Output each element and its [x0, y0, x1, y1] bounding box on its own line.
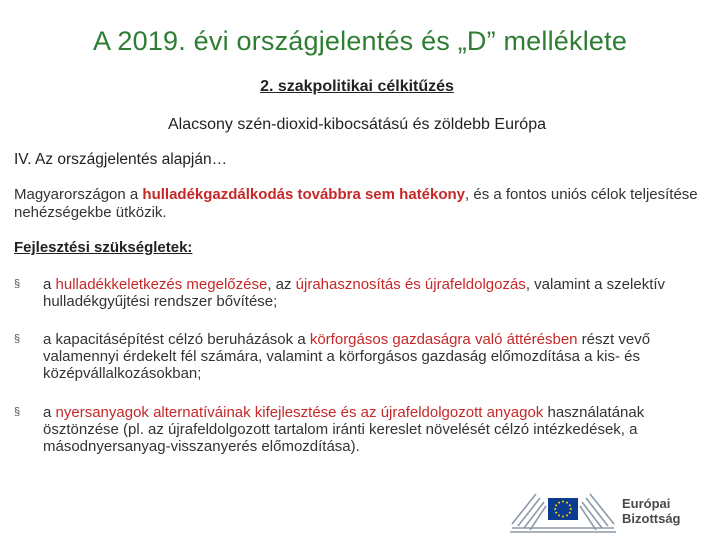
- bullet-text-segment: , az: [267, 276, 296, 293]
- list-item: [14, 404, 704, 455]
- bullet-text: [43, 404, 704, 455]
- bullet-marker: §: [14, 406, 21, 418]
- bullet-highlight: hulladékkeletkezés megelőzése: [55, 276, 268, 293]
- bullet-highlight: újrahasznosítás és újrafeldolgozás: [295, 276, 526, 293]
- bullet-highlight: nyersanyagok alternatíváinak kifejlesztése és az újrafeldolgozott anyagok: [55, 404, 544, 421]
- development-needs-heading: Fejlesztési szükségletek:: [14, 239, 193, 256]
- bullet-text: [43, 331, 704, 382]
- bullet-marker: §: [14, 278, 21, 290]
- commission-name-line1: Európai: [622, 496, 671, 511]
- commission-name-line2: Bizottság: [622, 511, 681, 526]
- policy-objective-title: Alacsony szén-dioxid-kibocsátású és zöldebb Európa: [168, 116, 546, 133]
- intro-paragraph: [14, 186, 704, 222]
- intro-text-start: Magyarországon a: [14, 186, 143, 203]
- list-item: [14, 331, 704, 382]
- commission-building-icon: [508, 488, 618, 536]
- bullet-text: [43, 276, 704, 310]
- policy-objective-number: 2. szakpolitikai célkitűzés: [260, 78, 454, 95]
- bullet-text-segment: a: [43, 404, 56, 421]
- section-heading: IV. Az országjelentés alapján…: [14, 151, 228, 168]
- bullet-text-segment: a kapacitásépítést célzó beruházások a: [43, 331, 310, 348]
- bullet-text-segment: használatának ösztönzése (pl. az újrafeldolgozott tartalom iránti kereslet növelését célzó intézkedések, a másodnyersanyag-visszanyerés előmozdítása).: [43, 404, 645, 455]
- slide-title: A 2019. évi országjelentés és „D” melléklete: [92, 26, 628, 56]
- bullet-marker: §: [14, 333, 21, 345]
- intro-text-end: , és a fontos uniós célok teljesítése nehézségekbe ütközik.: [14, 186, 698, 221]
- bullet-text-segment: részt vevő valamennyi érdekelt fél számára, valamint a körforgásos gazdaság előmozdítása a kis- és középvállalkozásokban;: [43, 331, 651, 382]
- list-item: [14, 276, 704, 310]
- bullet-highlight: körforgásos gazdaságra való áttérésben: [309, 331, 578, 348]
- commission-name: [622, 496, 681, 526]
- bullet-text-segment: a: [43, 276, 56, 293]
- bullet-text-segment: , valamint a szelektív hulladékgyűjtési rendszer bővítése;: [43, 276, 666, 310]
- intro-highlight: hulladékgazdálkodás továbbra sem hatékony: [142, 186, 466, 203]
- european-commission-logo: [508, 488, 708, 536]
